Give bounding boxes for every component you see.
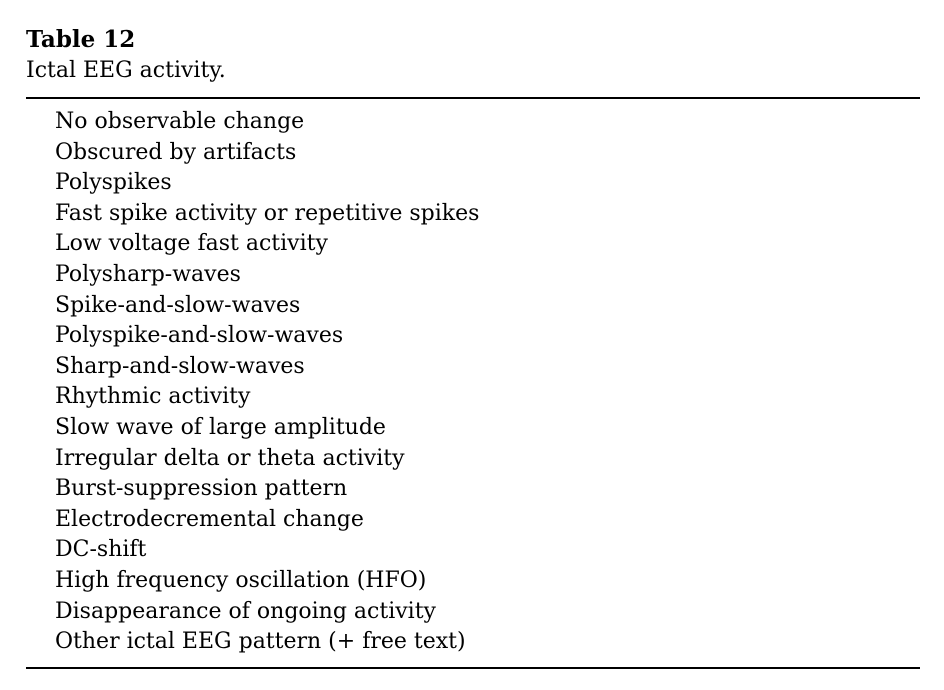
table-row: Obscured by artifacts (55, 139, 297, 165)
table-row: Slow wave of large amplitude (55, 414, 386, 440)
table-row: Disappearance of ongoing activity (55, 598, 436, 624)
table-row: Sharp-and-slow-waves (55, 353, 305, 379)
table-row: Electrodecremental change (55, 506, 364, 532)
top-rule (26, 97, 920, 99)
table-row: Low voltage fast activity (55, 231, 328, 257)
table-row: Spike-and-slow-waves (55, 292, 301, 318)
table-label: Table 12 (26, 26, 136, 53)
table-row: Other ictal EEG pattern (+ free text) (55, 629, 466, 655)
table-row: Polyspikes (55, 170, 172, 196)
table-row: DC-shift (55, 537, 147, 563)
table-row: Polyspike-and-slow-waves (55, 323, 344, 349)
table-row: Fast spike activity or repetitive spikes (55, 200, 480, 226)
bottom-rule (26, 667, 920, 669)
table-row: Polysharp-waves (55, 261, 241, 287)
table-row: Rhythmic activity (55, 384, 251, 410)
table-header (26, 24, 920, 86)
table-caption: Ictal EEG activity. (26, 58, 226, 83)
table-rows (55, 107, 479, 658)
table-row: Irregular delta or theta activity (55, 445, 405, 471)
table-row: Burst-suppression pattern (55, 476, 348, 502)
table-row: No observable change (55, 109, 305, 134)
table-row: High frequency oscillation (HFO) (55, 567, 427, 593)
